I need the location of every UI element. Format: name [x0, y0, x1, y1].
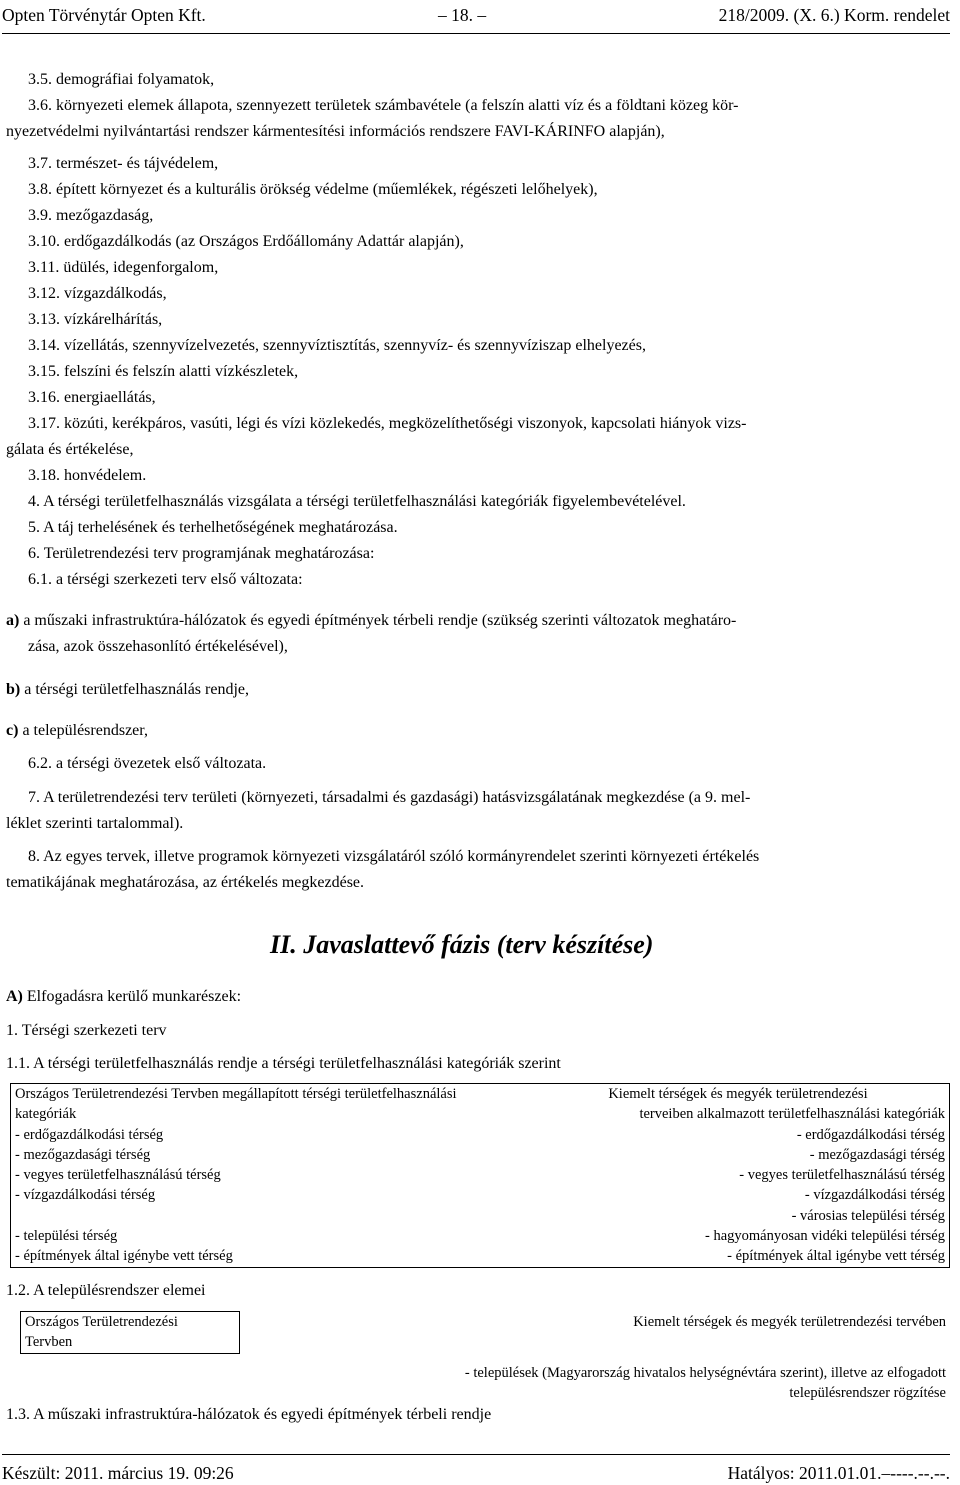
list-item-8: 8. Az egyes tervek, illetve programok környezeti vizsgálatáról szóló kormányrendelet szerinti környezeti értékelés	[28, 848, 760, 865]
table-row: - városias települési térség	[791, 1207, 945, 1224]
table-row: - építmények által igénybe vett térség - építmények által igénybe vett térség	[15, 1248, 945, 1265]
table-row: - települési térség - hagyományosan vidéki települési térség	[15, 1228, 945, 1245]
subitem-c-label: c)	[6, 722, 19, 739]
part-a-heading	[6, 987, 241, 1008]
subitem-b-label: b)	[6, 681, 21, 698]
header-rule	[2, 33, 950, 34]
list-item-3-8: 3.8. épített környezet és a kulturális örökség védelme (műemlékek, régészeti lelőhelyek),	[28, 181, 598, 198]
subitem-a	[6, 611, 736, 632]
list-item-3-6-cont: nyezetvédelmi nyilvántartási rendszer kármentesítési információs rendszere FAVI-KÁRINFO alapján),	[6, 123, 665, 140]
list-item-6-1: 6.1. a térségi szerkezeti terv első változata:	[28, 571, 303, 588]
header-page-number: – 18. –	[438, 5, 487, 25]
list-item-6-2: 6.2. a térségi övezetek első változata.	[28, 755, 267, 772]
settlement-table	[20, 1311, 950, 1404]
table-header-row	[21, 1312, 951, 1354]
subitem-a-label: a)	[6, 612, 20, 629]
subitem-b-text: a térségi területfelhasználás rendje,	[24, 681, 250, 698]
list-item-8-cont: tematikájának meghatározása, az értékelés megkezdése.	[6, 874, 365, 891]
footer-rule	[2, 1454, 950, 1455]
table-cell: - települések (Magyarország hivatalos helységnévtára szerint), illetve az elfogadott településrendszer rögzítése	[464, 1365, 946, 1402]
part-a-label: A)	[6, 988, 23, 1005]
section-title: II. Javaslattevő fázis (terv készítése)	[270, 930, 654, 959]
list-item-3-7: 3.7. természet- és tájvédelem,	[28, 155, 219, 172]
land-use-table	[10, 1083, 950, 1268]
part-a-text: Elfogadásra kerülő munkarészek:	[26, 988, 242, 1005]
list-item-3-15: 3.15. felszíni és felszín alatti vízkészletek,	[28, 363, 299, 380]
list-item-3-5: 3.5. demográfiai folyamatok,	[28, 71, 215, 88]
footer-created: Készült: 2011. március 19. 09:26	[2, 1463, 234, 1483]
table-header-right: Kiemelt térségek és megyék területrendezési terveiben alkalmazott területfelhasználási kategóriák	[608, 1086, 945, 1123]
subitem-c	[6, 721, 148, 742]
table-row: - vízgazdálkodási térség - vízgazdálkodási térség	[15, 1187, 945, 1204]
list-item-3-17: 3.17. közúti, kerékpáros, vasúti, légi és vízi közlekedés, megközelíthetőségi viszonyok, kapcsolati hiányok vizs-	[28, 415, 747, 432]
table-header-row	[11, 1084, 950, 1125]
table-row	[21, 1353, 951, 1404]
list-item-3-14: 3.14. vízellátás, szennyvízelvezetés, szennyvíztisztítás, szennyvíz- és szennyvíziszap elhelyezés,	[28, 337, 646, 354]
list-item-7-cont: léklet szerinti tartalommal).	[6, 815, 184, 832]
list-item-3-6: 3.6. környezeti elemek állapota, szennyezett területek számbavétele (a felszín alatti víz és a földtani közeg kör-	[28, 97, 739, 114]
table-row: - erdőgazdálkodási térség - erdőgazdálkodási térség	[15, 1126, 945, 1143]
table-header-left: Országos Területrendezési Tervben	[21, 1312, 240, 1354]
page-footer	[2, 1448, 950, 1484]
page-header	[2, 0, 950, 34]
table-header-left: Országos Területrendezési Tervben megállapított térségi területfelhasználási kategóriák	[15, 1086, 457, 1123]
list-item-3-18: 3.18. honvédelem.	[28, 467, 147, 484]
list-item-3-17-cont: gálata és értékelése,	[6, 441, 134, 458]
list-item-5: 5. A táj terhelésének és terhelhetőségének meghatározása.	[28, 519, 398, 536]
part-a-item-1: 1. Térségi szerkezeti terv	[6, 1022, 167, 1039]
header-document-id: 218/2009. (X. 6.) Korm. rendelet	[718, 5, 950, 25]
subitem-c-text: a településrendszer,	[22, 722, 148, 739]
table-header-right: Kiemelt térségek és megyék területrendezési tervében	[633, 1313, 946, 1330]
table-row: - vegyes területfelhasználású térség - vegyes területfelhasználású térség	[15, 1167, 945, 1184]
subitem-b	[6, 680, 249, 701]
subitem-a-cont: zása, azok összehasonlító értékelésével),	[28, 638, 288, 655]
list-item-3-12: 3.12. vízgazdálkodás,	[28, 285, 167, 302]
part-a-item-1-1: 1.1. A térségi területfelhasználás rendje a térségi területfelhasználási kategóriák szerint	[6, 1055, 561, 1072]
part-a-item-1-3: 1.3. A műszaki infrastruktúra-hálózatok és egyedi építmények térbeli rendje	[6, 1406, 492, 1423]
list-item-7: 7. A területrendezési terv területi (környezeti, társadalmi és gazdasági) hatásvizsgálatának megkezdése (a 9. mel-	[28, 789, 751, 806]
subitem-a-text: a műszaki infrastruktúra-hálózatok és egyedi építmények térbeli rendje (szükség szerinti változatok meghatáro-	[23, 612, 737, 629]
header-publisher: Opten Törvénytár Opten Kft.	[2, 5, 206, 25]
list-item-3-13: 3.13. vízkárelhárítás,	[28, 311, 163, 328]
part-a-item-1-2: 1.2. A településrendszer elemei	[6, 1282, 206, 1299]
list-item-6: 6. Területrendezési terv programjának meghatározása:	[28, 545, 375, 562]
list-item-3-11: 3.11. üdülés, idegenforgalom,	[28, 259, 219, 276]
list-item-4: 4. A térségi területfelhasználás vizsgálata a térségi területfelhasználási kategóriák figyelembevételével.	[28, 493, 686, 510]
list-item-3-9: 3.9. mezőgazdaság,	[28, 207, 154, 224]
footer-effective: Hatályos: 2011.01.01.–----.--.--.	[727, 1463, 950, 1483]
list-item-3-10: 3.10. erdőgazdálkodás (az Országos Erdőállomány Adattár alapján),	[28, 233, 464, 250]
table-row: - mezőgazdasági térség - mezőgazdasági térség	[15, 1146, 945, 1163]
list-item-3-16: 3.16. energiaellátás,	[28, 389, 156, 406]
